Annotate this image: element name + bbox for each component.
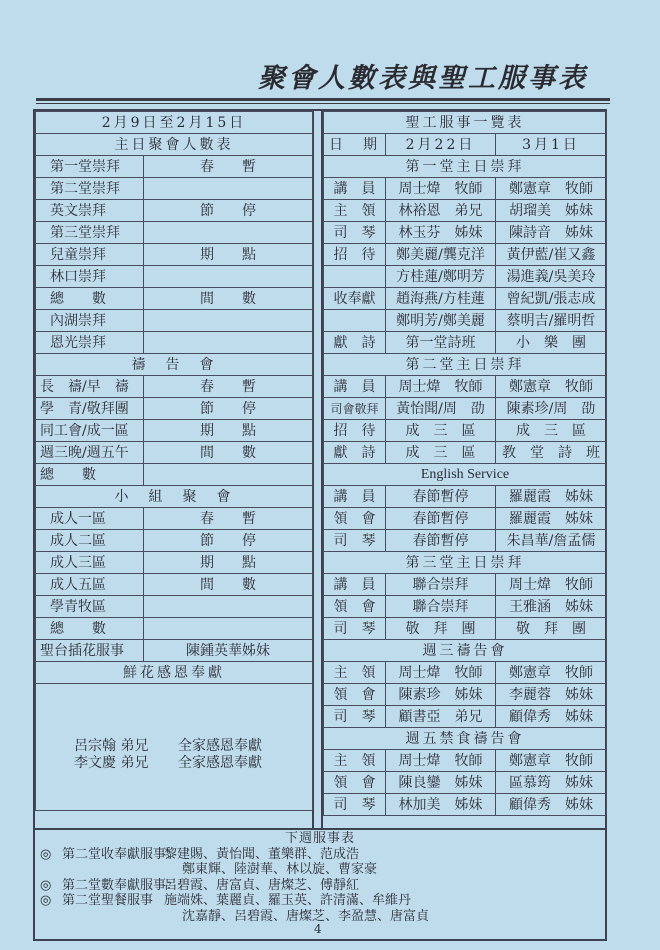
row-value xyxy=(144,266,313,288)
s2-rows xyxy=(324,376,607,464)
table-row xyxy=(324,574,607,596)
table-row xyxy=(324,200,607,222)
date1-cell: 敬 拜 團 xyxy=(386,618,496,640)
group-rows xyxy=(36,508,313,640)
role-cell: 獻 詩 xyxy=(324,332,386,354)
s2-header: 第二堂主日崇拜 xyxy=(324,354,607,376)
date-label: 日 期 xyxy=(324,134,386,156)
prayer-rows xyxy=(36,376,313,486)
table-row xyxy=(36,552,313,574)
sunday-header: 主日聚會人數表 xyxy=(36,134,313,156)
date2-cell: 成 三 區 xyxy=(496,420,607,442)
row-value: 期 點 xyxy=(144,420,313,442)
table-row xyxy=(324,442,607,464)
duty-row xyxy=(36,847,604,863)
title-rule xyxy=(36,98,610,101)
s1-rows xyxy=(324,178,607,354)
date1-cell: 陳素珍 姊妹 xyxy=(386,684,496,706)
table-row xyxy=(324,244,607,266)
title-rule-thin xyxy=(36,103,610,104)
date2-cell: 顧偉秀 姊妹 xyxy=(496,794,607,816)
row-value: 春 暫 xyxy=(144,376,313,398)
duty-names: 施端姝、葉麗貞、羅玉英、許清滿、牟維丹 xyxy=(164,893,412,908)
group-header: 小 組 聚 會 xyxy=(36,486,313,508)
date-2: 3月1日 xyxy=(496,134,607,156)
row-label: 英文崇拜 xyxy=(36,200,144,222)
row-value: 間 數 xyxy=(144,288,313,310)
date1-cell: 聯合崇拜 xyxy=(386,596,496,618)
date1-cell: 林裕恩 弟兄 xyxy=(386,200,496,222)
table-row xyxy=(324,266,607,288)
date1-cell: 成 三 區 xyxy=(386,420,496,442)
table-row xyxy=(36,530,313,552)
date2-cell: 湯進義/吳美玲 xyxy=(496,266,607,288)
table-row xyxy=(324,178,607,200)
flower-row xyxy=(40,755,310,772)
table-row xyxy=(36,200,313,222)
row-label: 學青牧區 xyxy=(36,596,144,618)
role-cell: 司 琴 xyxy=(324,618,386,640)
row-value: 節 停 xyxy=(144,200,313,222)
table-row xyxy=(36,332,313,354)
bottom-divider xyxy=(33,828,607,830)
altar-value: 陳鍾英華姊妹 xyxy=(144,640,313,662)
date1-cell: 趙海燕/方桂蓮 xyxy=(386,288,496,310)
table-row xyxy=(324,486,607,508)
row-label: 總 數 xyxy=(36,288,144,310)
role-cell: 講 員 xyxy=(324,178,386,200)
date2-cell: 胡瑠美 姊妹 xyxy=(496,200,607,222)
role-cell: 招 待 xyxy=(324,420,386,442)
table-row xyxy=(324,684,607,706)
date1-cell: 春節暫停 xyxy=(386,486,496,508)
column-divider xyxy=(312,109,323,828)
row-label: 林口崇拜 xyxy=(36,266,144,288)
date1-cell: 周士煒 牧師 xyxy=(386,376,496,398)
table-row xyxy=(36,156,313,178)
table-row xyxy=(324,750,607,772)
duty-role: 第二堂收奉獻服事： xyxy=(62,846,180,862)
table-row xyxy=(36,288,313,310)
date1-cell: 聯合崇拜 xyxy=(386,574,496,596)
date1-cell: 周士煒 牧師 xyxy=(386,178,496,200)
next-week-duty xyxy=(36,831,604,924)
role-cell: 領 會 xyxy=(324,772,386,794)
flower-header: 鮮花感恩奉獻 xyxy=(36,662,313,684)
role-cell: 司 琴 xyxy=(324,222,386,244)
row-value xyxy=(144,332,313,354)
date2-cell: 鄭憲章 牧師 xyxy=(496,178,607,200)
date2-cell: 陳素珍/周 劭 xyxy=(496,398,607,420)
row-label: 恩光崇拜 xyxy=(36,332,144,354)
date2-cell: 鄭憲章 牧師 xyxy=(496,750,607,772)
duty-row xyxy=(36,862,604,878)
row-value xyxy=(144,464,313,486)
date2-cell: 教 堂 詩 班 xyxy=(496,442,607,464)
role-cell: 主 領 xyxy=(324,200,386,222)
date2-cell: 區慕筠 姊妹 xyxy=(496,772,607,794)
row-value xyxy=(144,596,313,618)
donor-note: 全家感恩奉獻 xyxy=(178,755,262,771)
flower-row xyxy=(40,738,310,755)
fri-header: 週五禁食禱告會 xyxy=(324,728,607,750)
date-range: 2月9日至2月15日 xyxy=(36,112,313,134)
role-cell xyxy=(324,266,386,288)
role-cell: 司 琴 xyxy=(324,530,386,552)
date2-cell: 曾紀凱/張志成 xyxy=(496,288,607,310)
row-label: 兒童崇拜 xyxy=(36,244,144,266)
table-row xyxy=(36,596,313,618)
table-row xyxy=(36,508,313,530)
row-value xyxy=(144,178,313,200)
row-value: 春 暫 xyxy=(144,156,313,178)
row-value: 期 點 xyxy=(144,552,313,574)
row-label: 成人二區 xyxy=(36,530,144,552)
date2-cell: 鄭憲章 牧師 xyxy=(496,662,607,684)
row-label: 成人一區 xyxy=(36,508,144,530)
date2-cell: 小 樂 團 xyxy=(496,332,607,354)
role-cell: 主 領 xyxy=(324,662,386,684)
date1-cell: 林玉芬 姊妹 xyxy=(386,222,496,244)
bullet-icon: ◎ xyxy=(40,893,52,908)
row-value: 間 數 xyxy=(144,442,313,464)
role-cell: 講 員 xyxy=(324,376,386,398)
page-title: 聚會人數表與聖工服事表 xyxy=(258,63,588,94)
duty-role: 第二堂數奉獻服事： xyxy=(62,877,180,893)
date1-cell: 鄭明芳/鄭美麗 xyxy=(386,310,496,332)
table-row xyxy=(324,332,607,354)
duty-row xyxy=(36,893,604,909)
date2-cell: 黃伊藍/崔又鑫 xyxy=(496,244,607,266)
flower-list xyxy=(40,738,310,772)
date-1: 2月22日 xyxy=(386,134,496,156)
duty-row xyxy=(36,878,604,894)
date1-cell: 鄭美麗/龔克洋 xyxy=(386,244,496,266)
role-cell: 招 待 xyxy=(324,244,386,266)
s1-header: 第一堂主日崇拜 xyxy=(324,156,607,178)
donor-name: 呂宗翰 弟兄 xyxy=(74,738,149,754)
row-label: 學 青/敬拜團 xyxy=(36,398,144,420)
table-row xyxy=(324,530,607,552)
role-cell: 獻 詩 xyxy=(324,442,386,464)
service-header: 聖工服事一覽表 xyxy=(324,112,607,134)
table-row xyxy=(36,398,313,420)
table-row xyxy=(36,574,313,596)
row-value: 間 數 xyxy=(144,574,313,596)
table-row xyxy=(324,662,607,684)
date2-cell: 羅麗霞 姊妹 xyxy=(496,508,607,530)
row-label: 同工會/成一區 xyxy=(36,420,144,442)
role-cell: 司 琴 xyxy=(324,794,386,816)
duty-names: 黎建賜、黃怡聞、董樂群、范成浩 xyxy=(164,846,360,862)
date1-cell: 周士煒 牧師 xyxy=(386,750,496,772)
english-header: English Service xyxy=(324,464,607,486)
fri-rows xyxy=(324,750,607,816)
date1-cell: 第一堂詩班 xyxy=(386,332,496,354)
row-value: 節 停 xyxy=(144,530,313,552)
table-row xyxy=(324,420,607,442)
altar-label: 聖台插花服事 xyxy=(36,640,144,662)
row-value xyxy=(144,618,313,640)
row-value: 節 停 xyxy=(144,398,313,420)
date2-cell: 陳詩音 姊妹 xyxy=(496,222,607,244)
row-label: 長 禱/早 禱 xyxy=(36,376,144,398)
table-row xyxy=(36,222,313,244)
wed-rows xyxy=(324,662,607,728)
role-cell: 講 員 xyxy=(324,574,386,596)
table-row xyxy=(36,244,313,266)
next-week-header: 下週服事表 xyxy=(284,831,355,846)
table-row xyxy=(324,772,607,794)
bullet-icon: ◎ xyxy=(40,877,52,893)
table-row xyxy=(324,508,607,530)
date2-cell: 敬 拜 團 xyxy=(496,618,607,640)
row-label: 內湖崇拜 xyxy=(36,310,144,332)
service-table xyxy=(323,111,607,816)
wed-header: 週三禱告會 xyxy=(324,640,607,662)
date1-cell: 春節暫停 xyxy=(386,530,496,552)
date2-cell: 王雅涵 姊妹 xyxy=(496,596,607,618)
role-cell xyxy=(324,310,386,332)
duty-names: 沈嘉靜、呂碧霞、唐燦芝、李盈慧、唐富貞 xyxy=(182,908,430,924)
s3-rows xyxy=(324,574,607,640)
bullet-icon: ◎ xyxy=(40,846,52,862)
table-row xyxy=(36,376,313,398)
prayer-header: 禱 告 會 xyxy=(36,354,313,376)
role-cell: 司 琴 xyxy=(324,706,386,728)
date1-cell: 成 三 區 xyxy=(386,442,496,464)
date1-cell: 陳良鑾 姊妹 xyxy=(386,772,496,794)
date2-cell: 羅麗霞 姊妹 xyxy=(496,486,607,508)
role-cell: 領 會 xyxy=(324,508,386,530)
date2-cell: 顧偉秀 姊妹 xyxy=(496,706,607,728)
donor-note: 全家感恩奉獻 xyxy=(178,738,262,754)
english-rows xyxy=(324,486,607,552)
date1-cell: 顧書亞 弟兄 xyxy=(386,706,496,728)
page-number: 4 xyxy=(314,922,322,936)
attendance-table xyxy=(35,111,313,811)
table-row xyxy=(36,442,313,464)
table-row xyxy=(36,464,313,486)
table-row xyxy=(36,420,313,442)
table-row xyxy=(36,618,313,640)
table-row xyxy=(324,376,607,398)
date2-cell: 周士煒 牧師 xyxy=(496,574,607,596)
row-label: 成人五區 xyxy=(36,574,144,596)
table-row xyxy=(324,706,607,728)
table-row xyxy=(36,266,313,288)
sunday-rows xyxy=(36,156,313,354)
row-label: 成人三區 xyxy=(36,552,144,574)
row-label: 第二堂崇拜 xyxy=(36,178,144,200)
row-value: 期 點 xyxy=(144,244,313,266)
table-row xyxy=(324,310,607,332)
date2-cell: 鄭憲章 牧師 xyxy=(496,376,607,398)
duty-role: 第二堂聖餐服事 xyxy=(62,893,154,908)
role-cell: 收奉獻 xyxy=(324,288,386,310)
row-label: 第一堂崇拜 xyxy=(36,156,144,178)
row-label: 總 數 xyxy=(36,618,144,640)
table-row xyxy=(324,618,607,640)
row-label: 第三堂崇拜 xyxy=(36,222,144,244)
role-cell: 領 會 xyxy=(324,596,386,618)
table-row xyxy=(324,222,607,244)
row-value xyxy=(144,222,313,244)
table-row xyxy=(36,310,313,332)
table-row xyxy=(36,178,313,200)
date2-cell: 李麗蓉 姊妹 xyxy=(496,684,607,706)
row-label: 週三晚/週五午 xyxy=(36,442,144,464)
s3-header: 第三堂主日崇拜 xyxy=(324,552,607,574)
duty-names: 呂碧霞、唐富貞、唐燦芝、傅靜紅 xyxy=(164,877,360,893)
date2-cell: 朱昌華/詹孟儒 xyxy=(496,530,607,552)
date2-cell: 蔡明吉/羅明哲 xyxy=(496,310,607,332)
duty-names: 鄭東輝、陸澍華、林以旋、曹家豪 xyxy=(182,862,378,877)
table-row xyxy=(324,398,607,420)
role-cell: 主 領 xyxy=(324,750,386,772)
role-cell: 領 會 xyxy=(324,684,386,706)
row-value: 春 暫 xyxy=(144,508,313,530)
date1-cell: 周士煒 牧師 xyxy=(386,662,496,684)
date1-cell: 方桂蓮/鄭明芳 xyxy=(386,266,496,288)
table-row xyxy=(324,596,607,618)
date1-cell: 春節暫停 xyxy=(386,508,496,530)
row-label: 總 數 xyxy=(36,464,144,486)
table-row xyxy=(324,288,607,310)
role-cell: 講 員 xyxy=(324,486,386,508)
row-value xyxy=(144,310,313,332)
table-row xyxy=(324,794,607,816)
date1-cell: 林加美 姊妹 xyxy=(386,794,496,816)
date1-cell: 黃怡聞/周 劭 xyxy=(386,398,496,420)
donor-name: 李文慶 弟兄 xyxy=(74,755,149,771)
role-cell: 司會敬拜 xyxy=(324,398,386,420)
